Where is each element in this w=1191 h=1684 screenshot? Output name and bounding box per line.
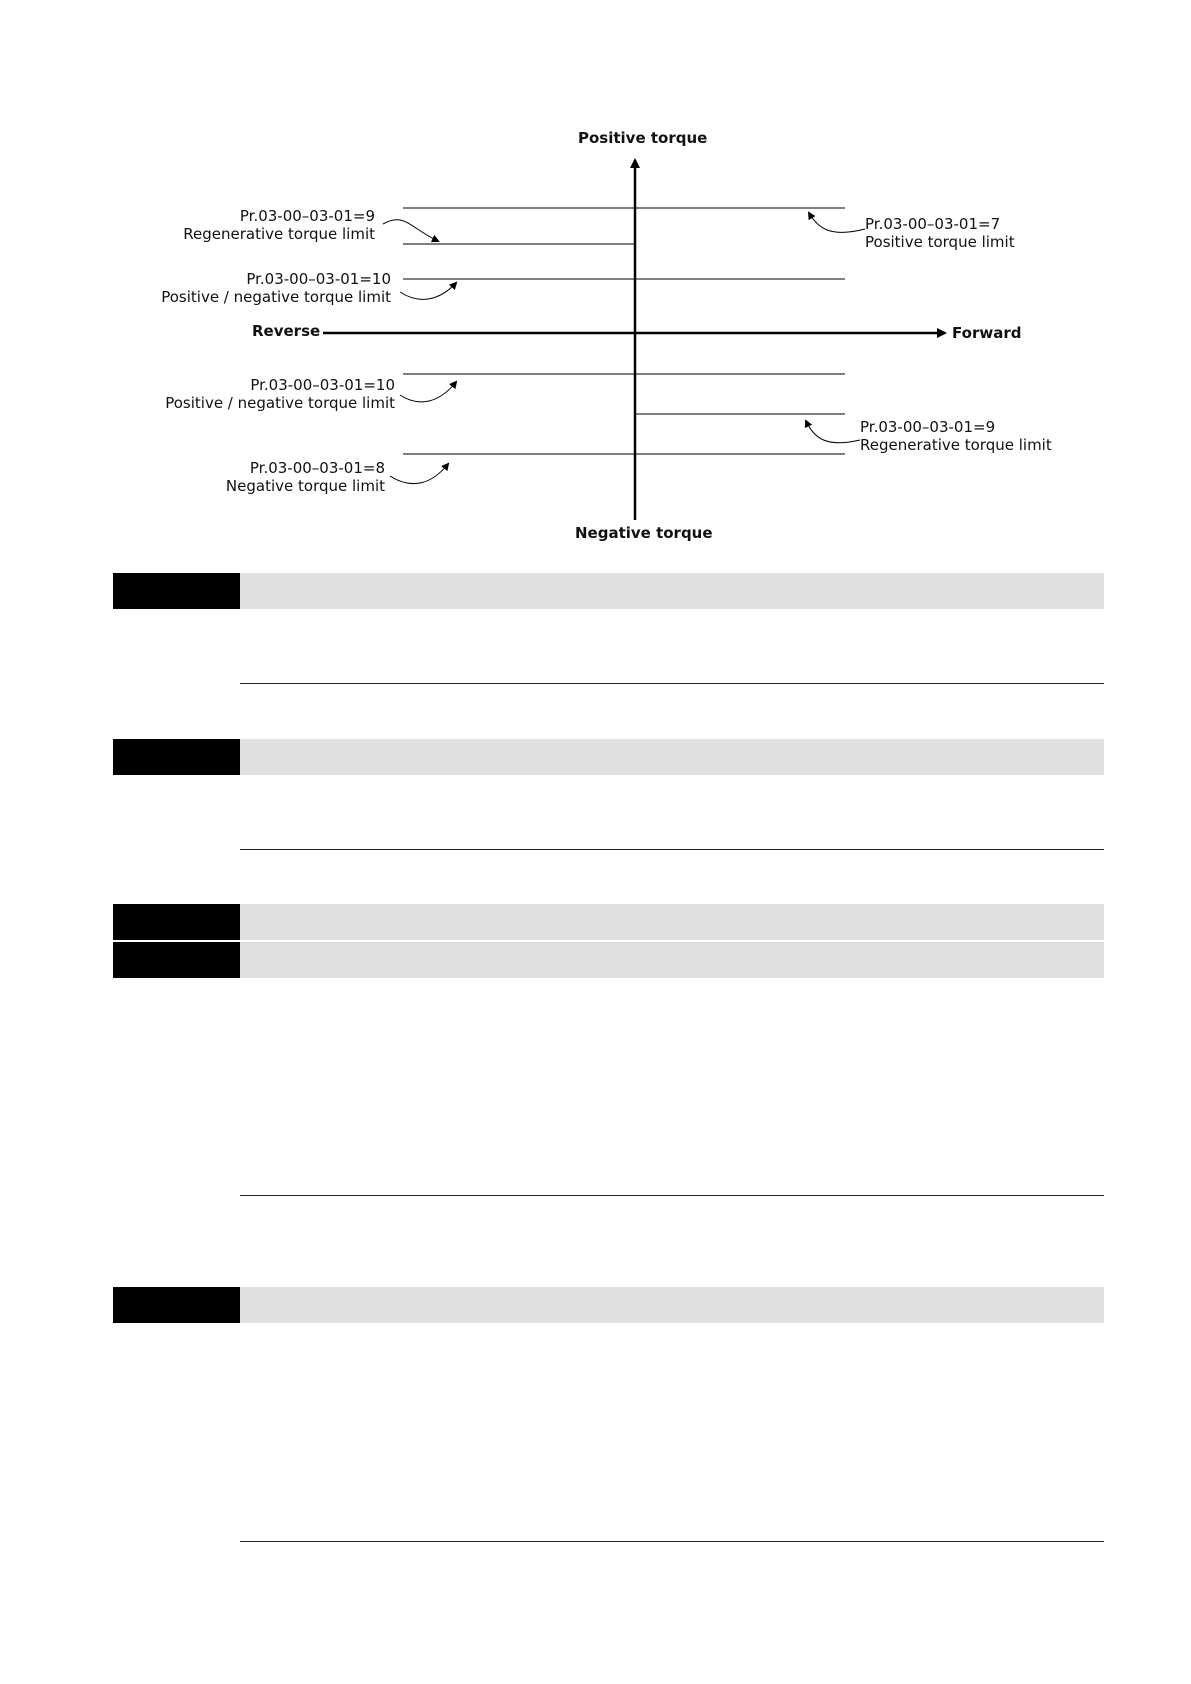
annotation-upper-left-regen: [183, 207, 375, 243]
annotation-param: Pr.03-00–03-01=9: [239, 207, 375, 225]
annotation-param: Pr.03-00–03-01=7: [865, 215, 1001, 233]
parameter-code-cell: [113, 573, 240, 609]
annotation-desc: Regenerative torque limit: [183, 225, 375, 243]
pointer-arrow-upper-left-regen: [383, 220, 438, 241]
parameter-row-2: [113, 739, 1104, 775]
annotation-desc: Positive / negative torque limit: [161, 288, 391, 306]
parameter-name-bar: [240, 904, 1104, 940]
annotation-lower-right-regen: [860, 418, 1052, 454]
reverse-label: Reverse: [252, 322, 321, 340]
parameter-name-bar: [240, 573, 1104, 609]
section-divider: [240, 1195, 1104, 1196]
parameter-code-cell: [113, 739, 240, 775]
annotation-param: Pr.03-00–03-01=10: [250, 376, 395, 394]
annotation-param: Pr.03-00–03-01=8: [249, 459, 385, 477]
pointer-arrow-lower-left-posneg: [400, 382, 456, 402]
parameter-name-bar: [240, 1287, 1104, 1323]
parameter-code-cell: [113, 1287, 240, 1323]
annotation-lower-left-posneg: [165, 376, 395, 412]
pointer-arrow-upper-right-positive: [809, 213, 865, 232]
annotation-desc: Positive / negative torque limit: [165, 394, 395, 412]
positive-torque-label: Positive torque: [578, 129, 708, 147]
negative-torque-label: Negative torque: [575, 524, 713, 542]
parameter-code-cell: [113, 904, 240, 940]
annotation-lower-left-negative: [226, 459, 385, 495]
annotation-upper-left-posneg: [161, 270, 391, 306]
parameter-name-bar: [240, 942, 1104, 978]
pointer-arrow-upper-left-posneg: [400, 283, 456, 299]
pointer-arrow-lower-right-regen: [806, 421, 860, 443]
pointer-arrow-lower-left-negative: [390, 464, 448, 484]
parameter-row-3: [113, 904, 1104, 940]
section-divider: [240, 1541, 1104, 1542]
annotation-desc: Negative torque limit: [225, 477, 385, 495]
parameter-row-4: [113, 942, 1104, 978]
parameter-name-bar: [240, 739, 1104, 775]
section-divider: [240, 849, 1104, 850]
annotation-desc: Regenerative torque limit: [860, 436, 1052, 454]
torque-limit-diagram: [0, 0, 1191, 560]
parameter-row-1: [113, 573, 1104, 609]
annotation-desc: Positive torque limit: [865, 233, 1015, 251]
annotation-param: Pr.03-00–03-01=9: [860, 418, 996, 436]
annotation-param: Pr.03-00–03-01=10: [246, 270, 391, 288]
parameter-row-5: [113, 1287, 1104, 1323]
parameter-code-cell: [113, 942, 240, 978]
forward-label: Forward: [952, 324, 1022, 342]
section-divider: [240, 683, 1104, 684]
annotation-upper-right-positive: [865, 215, 1015, 251]
